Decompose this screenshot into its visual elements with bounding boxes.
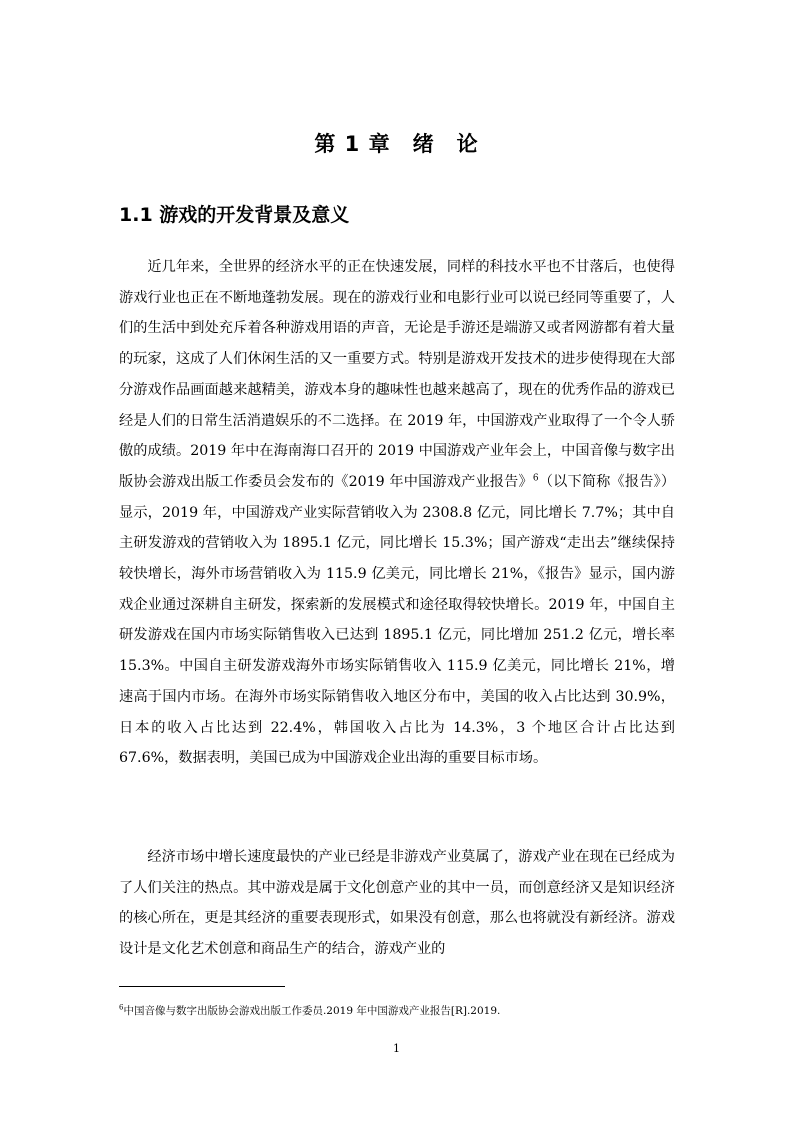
- footnote-reference: 6: [532, 473, 539, 484]
- body-paragraph-2: 经济市场中增长速度最快的产业已经是非游戏产业莫属了，游戏产业在现在已经成为了人们关注的热点。其中游戏是属于文化创意产业的其中一员，而创意经济又是知识经济的核心所在，更是其经济的重要表现形式，如果没有创意，那么也将就没有新经济。游戏设计是文化艺术创意和商品生产的结合，游戏产业的: [119, 849, 675, 958]
- footnote-text: 中国音像与数字出版协会游戏出版工作委员.2019 年中国游戏产业报告[R].2019.: [123, 1005, 501, 1017]
- paragraph-1-text-a: 近几年来，全世界的经济水平的正在快速发展，同样的科技水平也不甘落后，也使得游戏行业也正在不断地蓬勃发展。现在的游戏行业和电影行业可以说已经同等重要了，人们的生活中到处充斥着各种游戏用语的声音，无论是手游还是端游又或者网游都有着大量的玩家，这成了人们休闲生活的又一重要方式。特别是游戏开发技术的进步使得现在大部分游戏作品画面越来越精美，游戏本身的趣味性也越来越高了，现在的优秀作品的游戏已经是人们的日常生活消遣娱乐的不二选择。在 2019 年，中国游戏产业取得了一个令人骄傲的成绩。2019 年中在海南海口召开的 2019 中国游戏产业年会上，中国音像与数字出版协会游戏出版工作委员会发布的《2019 年中国游戏产业报告》: [119, 259, 675, 490]
- footnote-separator: [119, 986, 285, 987]
- footnote-mark: 6: [119, 1003, 124, 1012]
- paragraph-1-text-b: （以下简称《报告》）显示，2019 年，中国游戏产业实际营销收入为 2308.8 亿元，同比增长 7.7%；其中自主研发游戏的营销收入为 1895.1 亿元，同比增长 15.3%；国产游戏“走出去”继续保持较快增长，海外市场营销收入为 115.9 亿美元，同比增长 21%，《报告》显示，国内游戏企业通过深耕自主研发，探索新的发展模式和途径取得较快增长。2019 年，中国自主研发游戏在国内市场实际销售收入已达到 1895.1 亿元，同比增加 251.2 亿元，增长率 15.3%。中国自主研发游戏海外市场实际销售收入 115.9 亿美元，同比增长 21%，增速高于国内市场。在海外市场实际销售收入地区分布中，美国的收入占比达到 30.9%，日本的收入占比达到 22.4%，韩国收入占比为 14.3%，3 个地区合计占比达到 67.6%，数据表明，美国已成为中国游戏企业出海的重要目标市场。: [119, 473, 676, 767]
- chapter-title: 第 1 章 绪 论: [314, 132, 479, 156]
- footnote: [119, 1003, 675, 1019]
- page-number: 1: [393, 1042, 400, 1055]
- section-title: 1.1 游戏的开发背景及意义: [119, 204, 350, 226]
- body-paragraph-1: [119, 252, 675, 774]
